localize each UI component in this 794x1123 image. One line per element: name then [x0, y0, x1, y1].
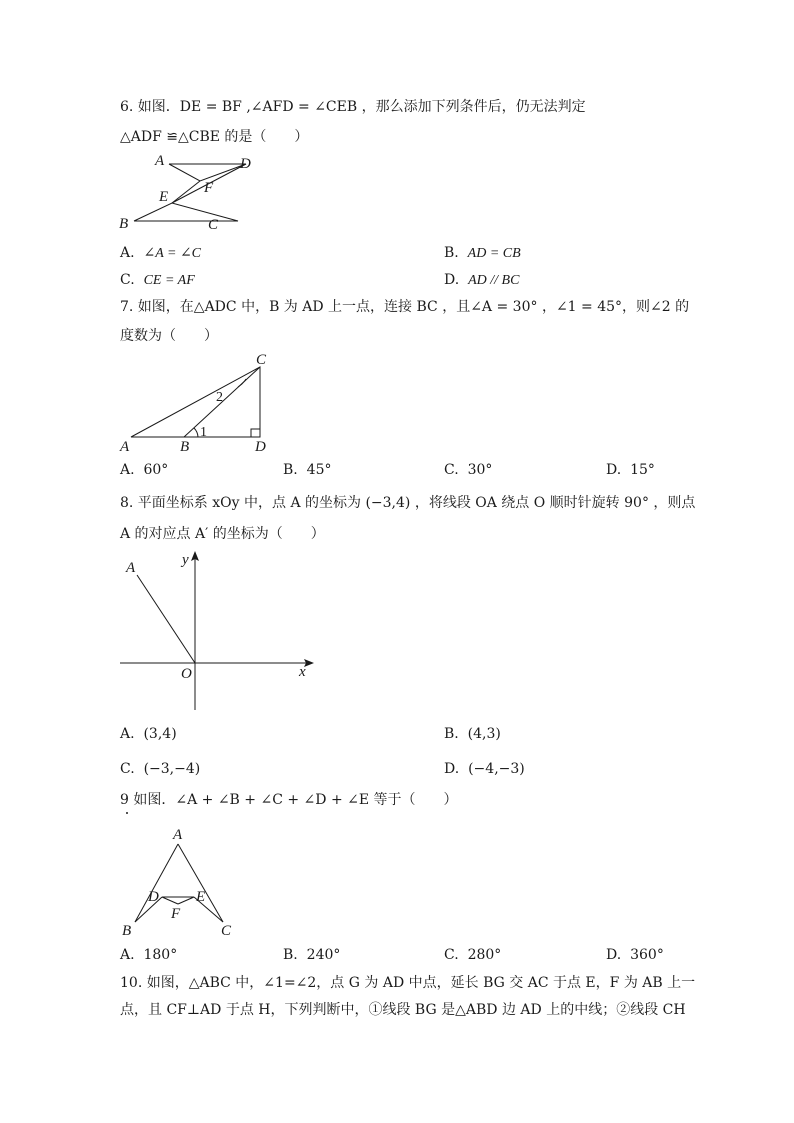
q6-option-c[interactable] [120, 270, 195, 291]
q6-segment-ed [172, 181, 200, 203]
q9-option-d-key: D. [606, 947, 622, 963]
q9-option-b-text: 240° [306, 947, 341, 963]
q7-option-d[interactable] [606, 460, 655, 480]
q9-figure [110, 822, 250, 940]
q10-stem-line2: 点，且 CF⊥AD 于点 H，下列判断中，①线段 BG 是△ABD 边 AD 上的中线；②线段 CH [120, 1002, 686, 1018]
q6-label-c: C [208, 217, 219, 233]
q6-option-b[interactable] [444, 243, 521, 264]
q9-option-c-key: C. [444, 947, 459, 963]
q9-label-a: A [173, 827, 183, 843]
q6-option-b-text: AD = CB [467, 246, 521, 261]
q7-stem-line1: 7. 如图，在△ADC 中，B 为 AD 上一点，连接 BC ，且∠A = 30° ，∠1 = 45°，则∠2 的 [120, 299, 690, 315]
q8-option-a-text: (3,4) [143, 726, 177, 742]
q7-option-a-key: A. [120, 462, 135, 478]
q7-label-c: C [256, 352, 267, 368]
q7-option-c-key: C. [444, 462, 459, 478]
q7-right-angle-mark [251, 429, 260, 437]
q8-option-b-text: (4,3) [467, 726, 501, 742]
q9-option-a-text: 180° [143, 947, 178, 963]
q9-option-b[interactable] [283, 945, 340, 965]
q8-stem-line2: A 的对应点 A′ 的坐标为（ ） [120, 526, 325, 542]
q6-label-e: E [159, 189, 169, 205]
q6-option-d[interactable] [444, 270, 519, 291]
q8-option-d-text: (−4,−3) [468, 761, 525, 777]
q7-option-b[interactable] [283, 460, 331, 480]
q6-option-a-text: ∠A = ∠C [143, 246, 202, 261]
q9-label-d: D [148, 889, 159, 905]
q8-option-c-key: C. [120, 761, 135, 777]
q6-option-c-key: C. [120, 272, 135, 288]
q8-option-c-text: (−3,−4) [143, 761, 201, 777]
q8-stem-line1: 8. 平面坐标系 xOy 中，点 A 的坐标为 (−3,4) ，将线段 OA 绕点 O 顺时针旋转 90° ，则点 [120, 495, 696, 511]
q7-option-a-text: 60° [143, 462, 169, 478]
q6-figure [110, 150, 270, 235]
q6-option-d-key: D. [444, 272, 460, 288]
q7-option-d-key: D. [606, 462, 622, 478]
q9-stem-line1: 9 如图．∠A + ∠B + ∠C + ∠D + ∠E 等于（ ） [120, 792, 458, 808]
q6-option-a[interactable] [120, 243, 201, 264]
q6-option-c-text: CE = AF [143, 273, 195, 288]
q9-option-d-text: 360° [630, 947, 664, 963]
q6-label-b: B [119, 216, 129, 232]
q10-stem-line1: 10. 如图，△ABC 中，∠1=∠2，点 G 为 AD 中点，延长 BG 交 AC 于点 E，F 为 AB 上一 [120, 975, 696, 991]
q6-option-b-key: B. [444, 245, 459, 261]
q9-option-c[interactable] [444, 945, 501, 965]
q9-label-e: E [196, 889, 206, 905]
q8-option-b[interactable] [444, 724, 501, 744]
q6-stem-line1: 6. 如图．DE = BF ,∠AFD = ∠CEB ，那么添加下列条件后，仍无法判定 [120, 99, 586, 115]
q6-label-f: F [204, 180, 214, 196]
q7-option-d-text: 15° [630, 462, 655, 478]
q9-label-c: C [221, 923, 232, 939]
q7-option-c[interactable] [444, 460, 492, 480]
q9-label-f: F [171, 906, 181, 922]
q6-stem-line2: △ADF ≌△CBE 的是（ ） [120, 129, 309, 145]
q9-option-b-key: B. [283, 947, 298, 963]
q6-triangle-adf [169, 164, 246, 181]
q7-label-b: B [180, 439, 190, 455]
q7-label-angle2: 2 [216, 390, 223, 405]
q9-segment-ac [178, 844, 223, 922]
q6-triangle-cbe [134, 203, 238, 221]
q7-option-c-text: 30° [467, 462, 493, 478]
q8-option-a-key: A. [120, 726, 135, 742]
q7-option-a[interactable] [120, 460, 168, 480]
q9-label-b: B [122, 923, 132, 939]
q7-label-angle1: 1 [200, 425, 207, 440]
q9-segment-ef [178, 897, 194, 904]
stray-mark [126, 812, 128, 814]
q8-option-b-key: B. [444, 726, 459, 742]
q7-label-d: D [255, 439, 266, 455]
q8-option-d[interactable] [444, 759, 525, 779]
q8-figure [110, 545, 320, 713]
q9-option-d[interactable] [606, 945, 664, 965]
q9-segment-df [162, 897, 178, 904]
q6-option-d-text: AD // BC [468, 273, 520, 288]
q6-label-d: D [240, 156, 251, 172]
q7-stem-line2: 度数为（ ） [120, 328, 218, 344]
q8-label-a: A [126, 560, 136, 576]
q8-segment-oa [137, 575, 195, 663]
q7-label-a: A [120, 439, 130, 455]
q8-option-c[interactable] [120, 759, 200, 779]
q8-label-o: O [181, 666, 192, 682]
q7-option-b-key: B. [283, 462, 298, 478]
q9-option-a[interactable] [120, 945, 177, 965]
q8-option-a[interactable] [120, 724, 177, 744]
q6-label-a: A [155, 153, 165, 169]
q9-option-c-text: 280° [467, 947, 502, 963]
q7-option-b-text: 45° [306, 462, 332, 478]
q7-angle1-arc [194, 428, 198, 437]
q8-label-y: y [182, 552, 189, 568]
q6-option-a-key: A. [120, 245, 135, 261]
q8-option-d-key: D. [444, 761, 460, 777]
q9-option-a-key: A. [120, 947, 135, 963]
q8-label-x: x [299, 664, 306, 680]
q7-figure [110, 350, 280, 458]
